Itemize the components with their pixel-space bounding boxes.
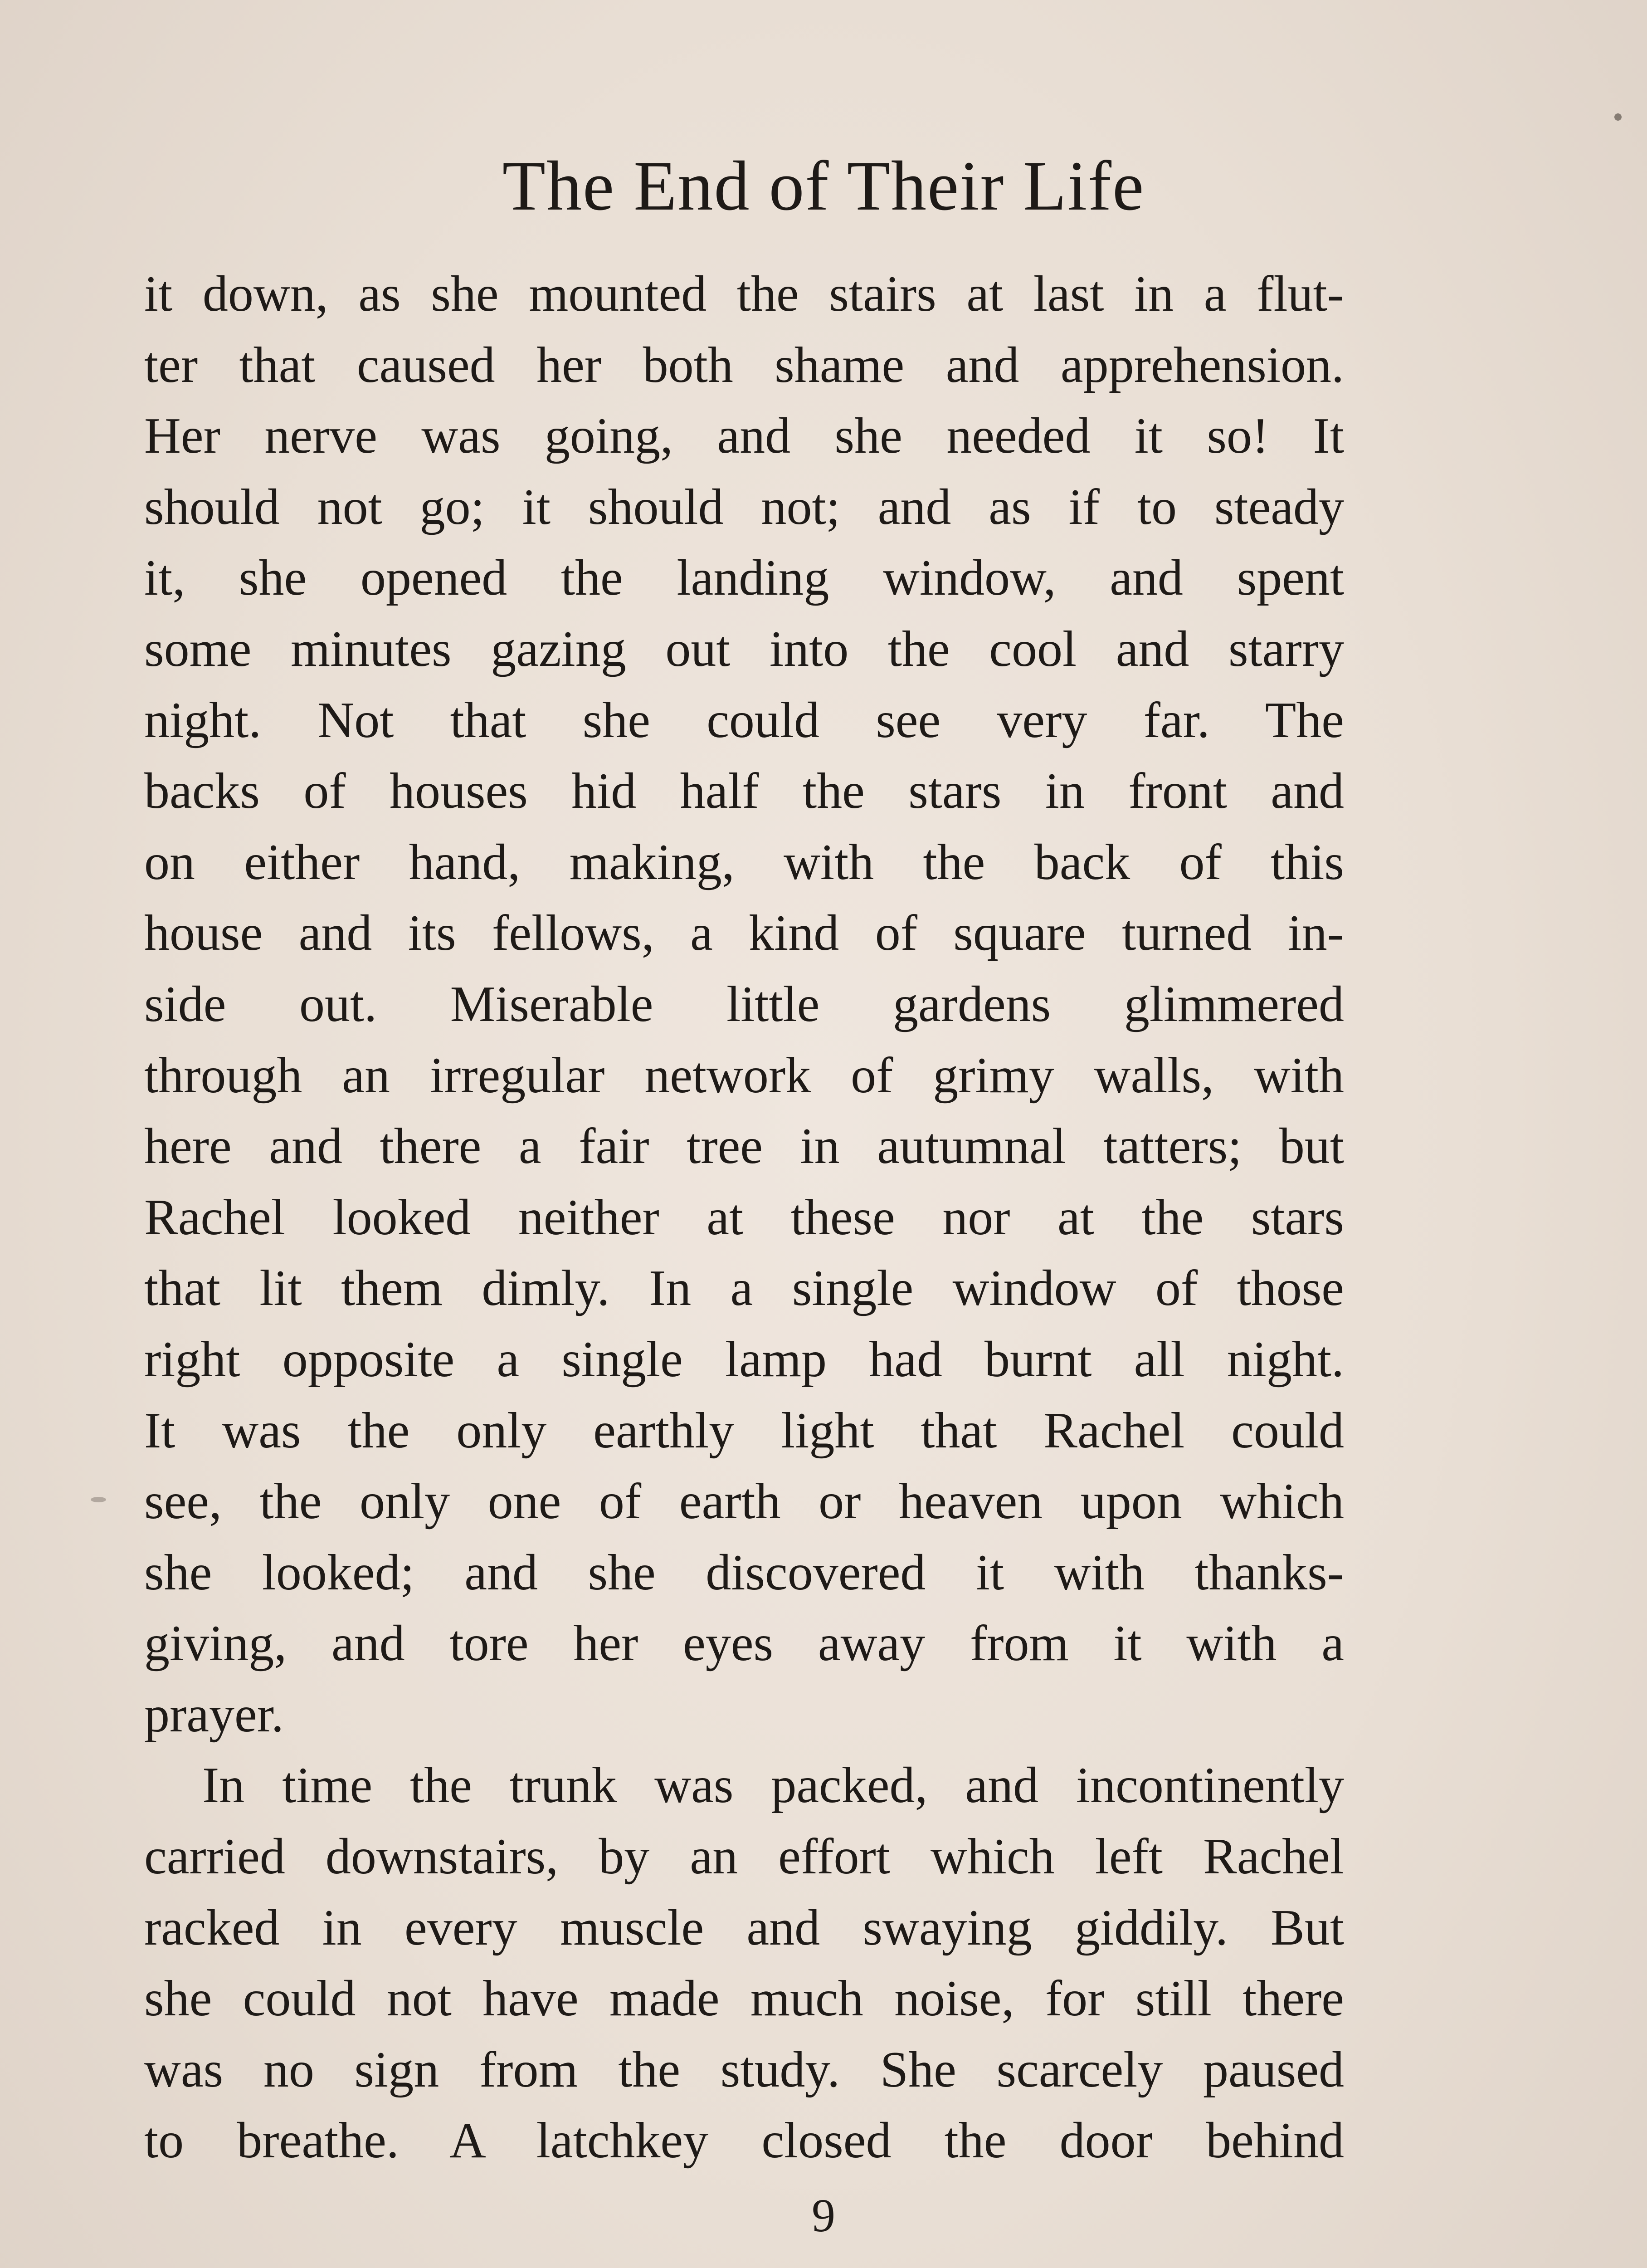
text-line: Her nerve was going, and she needed it so! It xyxy=(144,408,1344,464)
text-line: prayer. xyxy=(144,1686,284,1743)
text-line: giving, and tore her eyes away from it with a xyxy=(144,1615,1344,1672)
text-line: It was the only earthly light that Rachel could xyxy=(144,1402,1344,1459)
text-line: through an irregular network of grimy walls, with xyxy=(144,1047,1344,1104)
paper-speck xyxy=(91,1497,106,1502)
text-line: Rachel looked neither at these nor at the stars xyxy=(144,1189,1344,1246)
text-line: racked in every muscle and swaying giddily. But xyxy=(144,1899,1344,1956)
page-number: 9 xyxy=(812,2190,835,2242)
paragraph-1 xyxy=(144,259,1344,1750)
text-line: she could not have made much noise, for still there xyxy=(144,1970,1344,2027)
text-line: on either hand, making, with the back of this xyxy=(144,834,1344,890)
text-line: carried downstairs, by an effort which left Rachel xyxy=(144,1828,1344,1885)
text-line: ter that caused her both shame and apprehension. xyxy=(144,337,1344,393)
text-line: backs of houses hid half the stars in front and xyxy=(144,763,1344,820)
text-line: night. Not that she could see very far. The xyxy=(144,692,1344,748)
text-line: it down, as she mounted the stairs at last in a flut- xyxy=(144,266,1344,322)
body-text xyxy=(144,259,1344,2176)
text-line: see, the only one of earth or heaven upon which xyxy=(144,1473,1344,1530)
text-line: to breathe. A latchkey closed the door behind xyxy=(144,2112,1344,2169)
text-line: side out. Miserable little gardens glimmered xyxy=(144,976,1344,1032)
text-line: here and there a fair tree in autumnal tatters; but xyxy=(144,1118,1344,1175)
text-line: should not go; it should not; and as if to steady xyxy=(144,479,1344,535)
text-line: some minutes gazing out into the cool and starry xyxy=(144,621,1344,677)
running-head: The End of Their Life xyxy=(502,147,1145,225)
paragraph-2 xyxy=(144,1750,1344,2176)
text-line: she looked; and she discovered it with thanks- xyxy=(144,1544,1344,1601)
text-line: house and its fellows, a kind of square turned in- xyxy=(144,905,1344,962)
text-line: In time the trunk was packed, and incontinently xyxy=(202,1757,1344,1814)
text-line: right opposite a single lamp had burnt all night. xyxy=(144,1331,1344,1388)
paper-speck xyxy=(1614,113,1622,121)
text-line: it, she opened the landing window, and spent xyxy=(144,550,1344,606)
text-line: that lit them dimly. In a single window of those xyxy=(144,1260,1344,1317)
text-line: was no sign from the study. She scarcely paused xyxy=(144,2041,1344,2098)
